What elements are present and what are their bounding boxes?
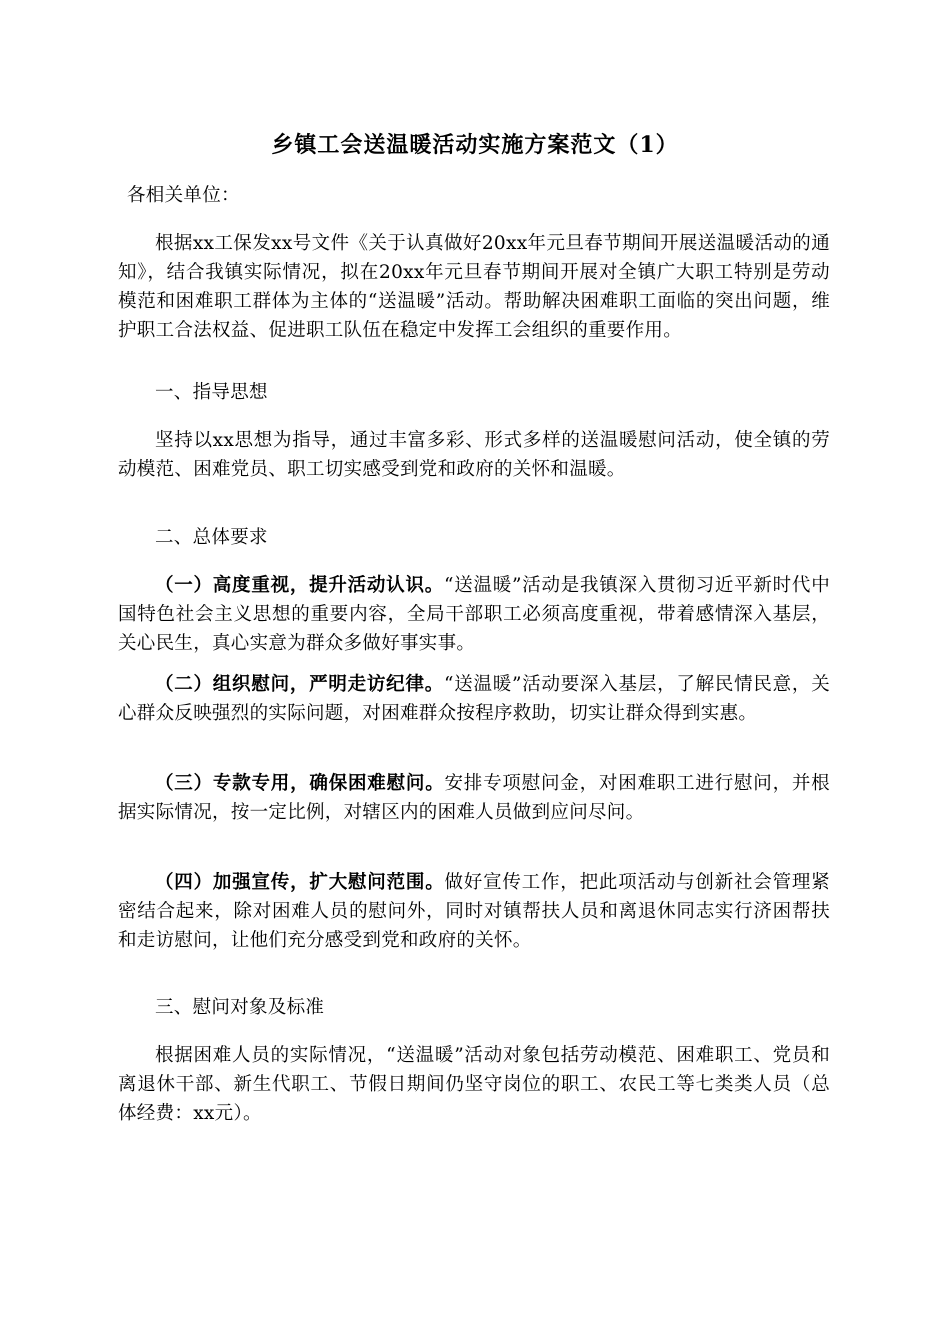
requirement-text: “送温暖”活动要深入基层，了解民情民意，关心群众反映强烈的实际问题，对困难群众按程序救助，切实让群众得到实惠。	[118, 674, 830, 724]
requirement-item	[118, 670, 830, 728]
requirement-text: 安排专项慰问金，对困难职工进行慰问，并根据实际情况，按一定比例，对辖区内的困难人员做到应问尽问。	[118, 773, 830, 823]
requirement-lead: （一）高度重视，提升活动认识。	[155, 575, 444, 596]
requirement-text: 做好宣传工作，把此项活动与创新社会管理紧密结合起来，除对困难人员的慰问外，同时对镇帮扶人员和离退休同志实行济困帮扶和走访慰问，让他们充分感受到党和政府的关怀。	[118, 872, 830, 951]
requirement-item	[118, 769, 830, 827]
section-heading-guiding-ideology: 一、指导思想	[155, 382, 268, 403]
requirement-item	[118, 571, 830, 658]
requirement-lead: （二）组织慰问，严明走访纪律。	[155, 674, 444, 695]
recipients-paragraph: 根据困难人员的实际情况，“送温暖”活动对象包括劳动模范、困难职工、党员和离退休干部、新生代职工、节假日期间仍坚守岗位的职工、农民工等七类类人员（总体经费：xx元）。	[118, 1045, 830, 1124]
requirement-text: “送温暖”活动是我镇深入贯彻习近平新时代中国特色社会主义思想的重要内容，全局干部职工必须高度重视，带着感情深入基层，关心民生，真心实意为群众多做好事实事。	[118, 575, 830, 654]
section-heading-general-requirements: 二、总体要求	[155, 527, 268, 548]
requirement-lead: （四）加强宣传，扩大慰问范围。	[155, 872, 445, 893]
document-title: 乡镇工会送温暖活动实施方案范文（1）	[271, 132, 679, 158]
requirement-item	[118, 868, 830, 955]
requirement-lead: （三）专款专用，确保困难慰问。	[155, 773, 445, 794]
section-heading-recipients: 三、慰问对象及标准	[155, 997, 325, 1018]
intro-paragraph: 根据xx工保发xx号文件《关于认真做好20xx年元旦春节期间开展送温暖活动的通知》，结合我镇实际情况，拟在20xx年元旦春节期间开展对全镇广大职工特别是劳动模范和困难职工群体为主体的“送温暖”活动。帮助解决困难职工面临的突出问题，维护职工合法权益、促进职工队伍在稳定中发挥工会组织的重要作用。	[118, 233, 830, 341]
guiding-ideology-paragraph: 坚持以xx思想为指导，通过丰富多彩、形式多样的送温暖慰问活动，使全镇的劳动模范、困难党员、职工切实感受到党和政府的关怀和温暖。	[118, 430, 830, 480]
salutation: 各相关单位：	[127, 185, 240, 206]
